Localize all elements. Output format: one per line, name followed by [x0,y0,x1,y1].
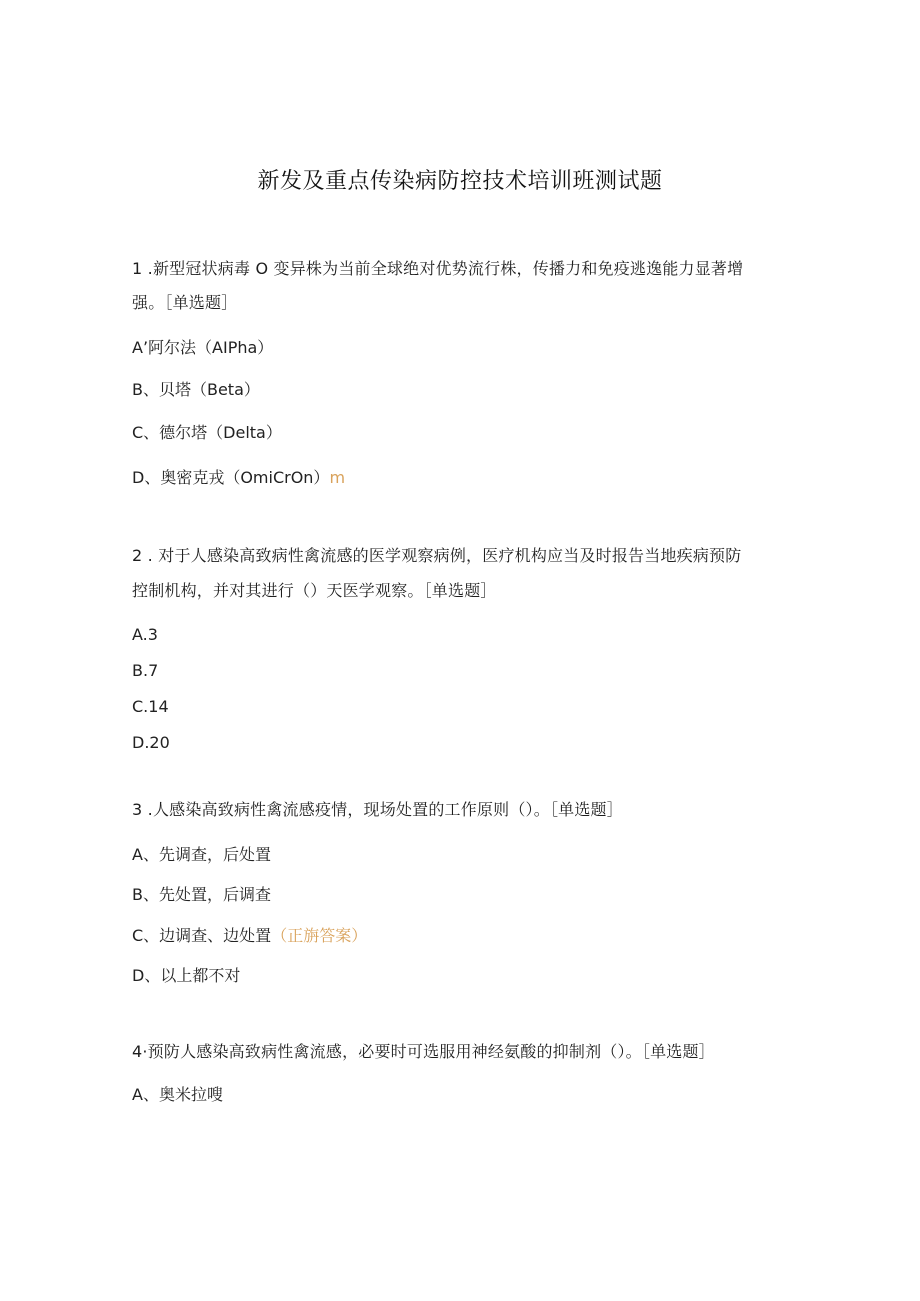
answer-mark: m [329,468,346,487]
question-1-option-d-text: D、奥密克戎（OmiCrOn） [132,468,330,487]
question-2-option-c: C.14 [132,697,169,716]
question-2-option-b: B.7 [132,661,159,680]
question-3-option-a: A、先调查，后处置 [132,845,271,864]
question-1-stem-line-1: 1 .新型冠状病毒 O 变异株为当前全球绝对优势流行株，传播力和免疫逃逸能力显著增 [132,259,744,278]
question-1-option-b: B、贝塔（Beta） [132,380,260,399]
question-1-option-c: C、德尔塔（Delta） [132,423,282,442]
question-3-option-b: B、先处置，后调查 [132,885,271,904]
correct-answer-tag: （正旃答案） [271,926,368,945]
question-2-stem-line-1: 2 . 对于人感染高致病性禽流感的医学观察病例，医疗机构应当及时报告当地疾病预防 [132,546,742,565]
page-title: 新发及重点传染病防控技术培训班测试题 [257,169,663,194]
question-1-option-a: A’阿尔法（AIPha） [132,338,274,357]
question-3-option-c-text: C、边调查、边处置 [132,926,272,945]
question-4-stem: 4·预防人感染高致病性禽流感，必要时可选服用神经氨酸的抑制剂（）。［单选题］ [132,1042,715,1061]
question-1-stem-line-2: 强。［单选题］ [132,293,238,312]
question-2-option-d: D.20 [132,733,170,752]
question-3-option-c [132,925,367,947]
question-3-stem: 3 .人感染高致病性禽流感疫情，现场处置的工作原则（）。［单选题］ [132,800,623,819]
question-2-option-a: A.3 [132,625,158,644]
question-3-option-d: D、以上都不对 [132,966,241,985]
question-4-option-a: A、奥米拉嗖 [132,1085,223,1104]
question-1-option-d [132,467,345,489]
question-2-stem-line-2: 控制机构，并对其进行（）天医学观察。［单选题］ [132,581,497,600]
